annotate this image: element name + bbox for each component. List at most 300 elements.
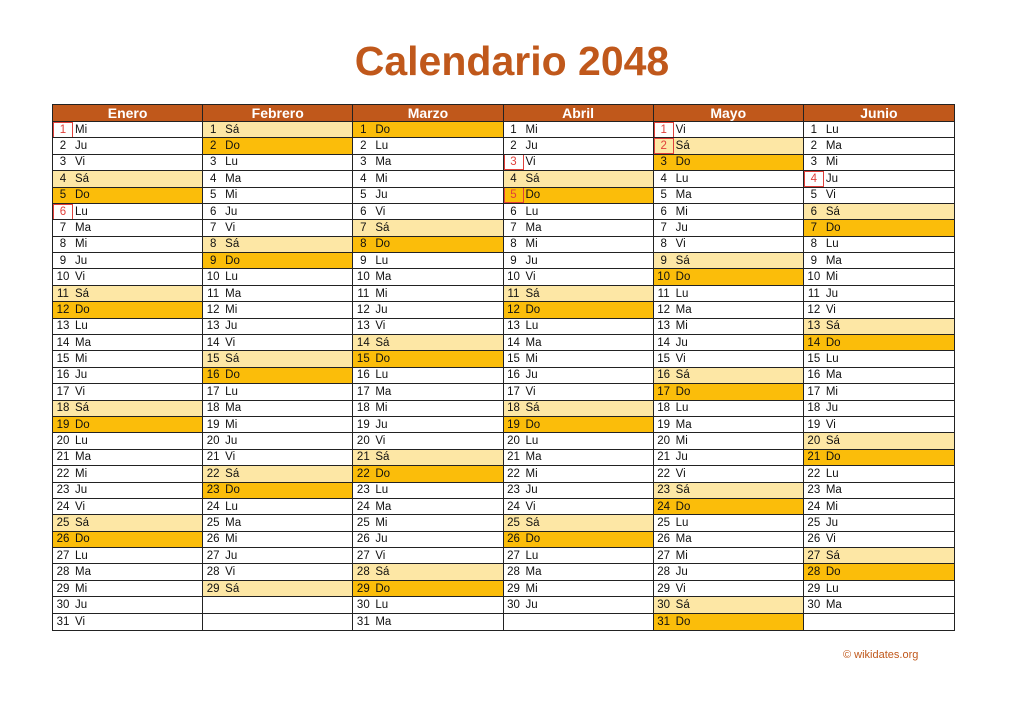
day-number: 2 [209,140,217,153]
weekday-label: Lu [675,516,689,529]
weekday-label: Do [525,189,541,202]
weekday-label: Do [75,533,90,546]
day-number: 6 [53,204,73,220]
day-number: 16 [206,369,220,382]
day-cell [353,614,503,630]
day-number: 1 [360,123,367,136]
day-number: 28 [807,566,821,579]
calendar-grid [52,104,955,631]
weekday-label: Mi [75,123,88,136]
day-number: 3 [360,156,367,169]
weekday-label: Vi [225,451,236,464]
day-number: 3 [209,156,217,169]
day-number: 19 [507,418,520,431]
day-number: 17 [657,385,671,398]
day-number: 8 [360,238,367,251]
day-number: 29 [206,582,220,595]
weekday-label: Lu [375,484,389,497]
weekday-label: Do [675,615,691,628]
weekday-label: Ma [825,140,842,153]
day-number: 21 [56,451,70,464]
weekday-label: Mi [675,549,688,562]
weekday-label: Lu [525,320,539,333]
day-cell [53,302,203,318]
day-cell [654,401,804,417]
weekday-label: Ju [225,320,238,333]
day-cell [804,335,954,351]
weekday-label: Lu [225,271,238,284]
day-cell [203,548,353,564]
weekday-label: Sá [75,516,90,529]
day-number: 28 [657,566,671,579]
day-cell [353,335,503,351]
day-cell [504,253,654,269]
weekday-label: Do [225,369,240,382]
day-number: 10 [356,271,370,284]
day-cell [203,138,353,154]
day-cell [504,417,654,433]
weekday-label: Sá [675,484,690,497]
day-number: 21 [507,451,520,464]
day-number: 2 [360,140,367,153]
day-cell [53,515,203,531]
weekday-label: Ju [675,566,688,579]
day-cell [504,351,654,367]
weekday-label: Lu [75,549,88,562]
day-cell [53,483,203,499]
day-number: 3 [504,155,524,171]
day-number: 26 [507,533,520,546]
weekday-label: Ju [525,484,538,497]
empty-cell [804,614,954,630]
day-number: 15 [56,353,70,366]
day-number: 20 [356,435,370,448]
day-number: 29 [657,582,671,595]
day-cell [804,368,954,384]
day-cell [504,597,654,613]
day-cell [353,384,503,400]
day-number: 16 [56,369,70,382]
day-cell [654,155,804,171]
day-cell [53,532,203,548]
day-number: 2 [510,140,517,153]
weekday-label: Do [525,303,541,316]
weekday-label: Do [825,451,841,464]
day-number: 18 [356,402,370,415]
day-number: 22 [657,467,671,480]
day-cell [353,237,503,253]
weekday-label: Sá [675,369,690,382]
day-number: 21 [206,451,220,464]
day-number: 21 [356,451,370,464]
weekday-label: Sá [825,205,840,218]
day-number: 24 [507,500,520,513]
empty-cell [504,614,654,630]
day-number: 25 [507,516,520,529]
weekday-label: Do [525,533,541,546]
weekday-label: Do [375,353,391,366]
day-cell [804,204,954,220]
day-cell [353,269,503,285]
day-cell [654,335,804,351]
weekday-label: Do [375,238,391,251]
weekday-label: Mi [525,123,538,136]
day-number: 4 [209,172,217,185]
weekday-label: Vi [675,467,686,480]
weekday-label: Sá [525,287,540,300]
day-cell [804,564,954,580]
day-number: 3 [59,156,67,169]
day-number: 7 [510,222,517,234]
weekday-label: Ju [75,598,88,611]
day-number: 30 [507,598,520,611]
weekday-label: Sá [225,582,240,595]
day-cell [53,417,203,433]
day-cell [353,253,503,269]
weekday-label: Mi [825,156,838,169]
day-cell [654,368,804,384]
day-number: 4 [804,171,824,187]
weekday-label: Ju [825,402,838,415]
month-header-enero: Enero [53,105,203,122]
weekday-label: Vi [825,418,836,431]
day-cell [804,466,954,482]
day-number: 16 [507,369,520,382]
day-cell [203,237,353,253]
weekday-label: Do [75,303,90,316]
day-number: 1 [209,123,217,136]
day-cell [654,614,804,630]
day-cell [654,188,804,204]
day-cell [53,122,203,138]
day-cell [654,417,804,433]
weekday-label: Do [825,336,841,349]
weekday-label: Ju [75,254,88,267]
weekday-label: Mi [75,353,88,366]
day-cell [654,269,804,285]
day-number: 2 [59,140,67,153]
day-cell [804,220,954,236]
weekday-label: Ma [825,254,842,267]
day-cell [203,155,353,171]
weekday-label: Lu [825,467,839,480]
day-cell [53,384,203,400]
day-cell [53,581,203,597]
weekday-label: Lu [375,254,389,267]
day-cell [353,564,503,580]
weekday-label: Ma [525,566,542,579]
day-number: 27 [657,549,671,562]
day-cell [203,204,353,220]
day-number: 12 [507,303,520,316]
day-cell [654,138,804,154]
day-number: 17 [807,385,821,398]
day-cell [353,319,503,335]
day-cell [654,253,804,269]
day-number: 14 [206,336,220,349]
weekday-label: Vi [375,549,386,562]
day-number: 5 [360,189,367,202]
day-number: 19 [657,418,671,431]
weekday-label: Mi [375,402,388,415]
weekday-label: Lu [225,156,238,169]
day-number: 28 [356,566,370,579]
weekday-label: Sá [675,140,690,153]
day-number: 15 [206,353,220,366]
day-cell [353,466,503,482]
weekday-label: Lu [225,500,238,513]
day-cell [804,450,954,466]
weekday-label: Do [375,582,391,595]
weekday-label: Sá [825,549,840,562]
day-number: 19 [206,418,220,431]
day-number: 20 [507,435,520,448]
day-cell [53,286,203,302]
weekday-label: Ma [225,516,242,529]
weekday-label: Do [225,140,240,153]
weekday-label: Ju [675,222,688,234]
day-number: 6 [209,205,217,218]
day-cell [804,401,954,417]
weekday-label: Mi [225,533,238,546]
day-number: 15 [657,353,671,366]
day-number: 25 [56,516,70,529]
weekday-label: Mi [375,172,388,185]
day-cell [203,450,353,466]
weekday-label: Vi [225,566,236,579]
day-number: 23 [657,484,671,497]
day-number: 13 [657,320,671,333]
day-cell [203,122,353,138]
day-cell [53,401,203,417]
weekday-label: Vi [525,271,536,284]
day-number: 22 [206,467,220,480]
day-cell [654,483,804,499]
day-number: 30 [356,598,370,611]
weekday-label: Do [75,418,90,431]
day-number: 13 [206,320,220,333]
weekday-label: Ju [75,369,88,382]
day-number: 31 [56,615,70,628]
day-cell [504,335,654,351]
day-cell [353,483,503,499]
day-cell [504,155,654,171]
day-number: 10 [206,271,220,284]
day-number: 5 [810,189,818,202]
weekday-label: Sá [375,222,390,234]
weekday-label: Lu [375,140,389,153]
day-number: 5 [209,189,217,202]
weekday-label: Mi [825,271,838,284]
day-cell [504,450,654,466]
weekday-label: Do [675,385,691,398]
day-cell [654,384,804,400]
weekday-label: Lu [675,402,689,415]
day-number: 23 [356,484,370,497]
day-cell [504,122,654,138]
day-cell [654,319,804,335]
day-number: 22 [507,467,520,480]
day-cell [53,220,203,236]
day-number: 28 [206,566,220,579]
weekday-label: Ma [375,385,392,398]
day-number: 1 [810,123,818,136]
day-number: 9 [209,254,217,267]
day-cell [504,515,654,531]
weekday-label: Ma [675,189,692,202]
day-number: 24 [356,500,370,513]
day-cell [654,286,804,302]
day-cell [53,188,203,204]
day-cell [203,335,353,351]
weekday-label: Sá [75,172,90,185]
weekday-label: Ju [675,336,688,349]
weekday-label: Mi [225,189,238,202]
weekday-label: Ma [675,418,692,431]
day-cell [804,515,954,531]
weekday-label: Mi [525,582,538,595]
weekday-label: Do [675,156,691,169]
day-number: 27 [807,549,821,562]
weekday-label: Vi [225,336,236,349]
weekday-label: Mi [75,582,88,595]
weekday-label: Do [375,467,391,480]
day-number: 18 [206,402,220,415]
weekday-label: Ju [75,484,88,497]
day-number: 17 [56,385,70,398]
day-number: 23 [807,484,821,497]
day-number: 9 [59,254,67,267]
day-cell [654,171,804,187]
day-number: 11 [807,287,820,300]
day-cell [504,286,654,302]
weekday-label: Do [525,418,541,431]
weekday-label: Lu [825,353,839,366]
weekday-label: Sá [525,402,540,415]
credit-link[interactable]: © wikidates.org [843,649,919,661]
weekday-label: Sá [225,238,240,251]
weekday-label: Do [75,189,90,202]
day-number: 19 [356,418,370,431]
day-cell [203,499,353,515]
weekday-label: Lu [525,549,539,562]
day-number: 12 [807,303,821,316]
weekday-label: Mi [525,353,538,366]
day-number: 12 [356,303,370,316]
day-cell [53,155,203,171]
day-number: 8 [510,238,517,251]
day-number: 11 [657,287,670,300]
day-number: 15 [507,353,520,366]
day-number: 6 [510,205,517,218]
day-cell [504,302,654,318]
day-cell [654,122,804,138]
day-number: 8 [810,238,818,251]
day-number: 21 [657,451,671,464]
weekday-label: Sá [825,320,840,333]
weekday-label: Ju [225,549,238,562]
weekday-label: Sá [75,287,90,300]
day-cell [203,302,353,318]
day-number: 14 [807,336,821,349]
weekday-label: Do [675,500,691,513]
weekday-label: Vi [675,582,686,595]
weekday-label: Mi [375,287,388,300]
weekday-label: Sá [225,353,240,366]
weekday-label: Ma [675,533,692,546]
month-header-marzo: Marzo [353,105,503,122]
day-number: 8 [660,238,667,251]
day-cell [504,433,654,449]
day-number: 12 [56,303,70,316]
weekday-label: Ma [825,484,842,497]
weekday-label: Do [825,566,841,579]
weekday-label: Vi [75,500,86,513]
day-cell [504,483,654,499]
weekday-label: Do [375,123,391,136]
day-number: 10 [807,271,821,284]
weekday-label: Ma [75,566,91,579]
weekday-label: Sá [825,435,840,448]
day-number: 9 [810,254,818,267]
day-number: 15 [807,353,821,366]
day-cell [504,581,654,597]
day-number: 24 [657,500,671,513]
weekday-label: Ma [225,172,242,185]
weekday-label: Ma [375,615,392,628]
day-cell [804,237,954,253]
day-number: 2 [654,138,674,154]
weekday-label: Mi [75,238,88,251]
day-cell [353,401,503,417]
day-number: 29 [807,582,821,595]
day-number: 4 [360,172,367,185]
day-cell [353,204,503,220]
day-cell [654,466,804,482]
weekday-label: Ma [825,369,842,382]
day-number: 11 [507,287,520,300]
day-number: 27 [356,549,370,562]
day-number: 16 [807,369,821,382]
day-number: 25 [807,516,821,529]
weekday-label: Lu [675,172,689,185]
day-cell [504,319,654,335]
weekday-label: Sá [375,566,390,579]
day-cell [353,433,503,449]
weekday-label: Ju [675,451,688,464]
weekday-label: Vi [225,222,236,234]
day-number: 25 [657,516,671,529]
day-cell [353,499,503,515]
weekday-label: Ju [375,303,388,316]
day-cell [53,351,203,367]
day-cell [203,483,353,499]
day-cell [53,138,203,154]
month-header-febrero: Febrero [203,105,353,122]
weekday-label: Vi [375,435,386,448]
weekday-label: Ju [525,369,538,382]
day-cell [654,351,804,367]
day-number: 14 [56,336,70,349]
day-cell [504,138,654,154]
day-number: 30 [56,598,70,611]
day-cell [53,548,203,564]
day-number: 7 [209,222,217,234]
weekday-label: Ma [225,287,242,300]
day-number: 29 [356,582,370,595]
day-cell [654,237,804,253]
weekday-label: Vi [525,500,536,513]
